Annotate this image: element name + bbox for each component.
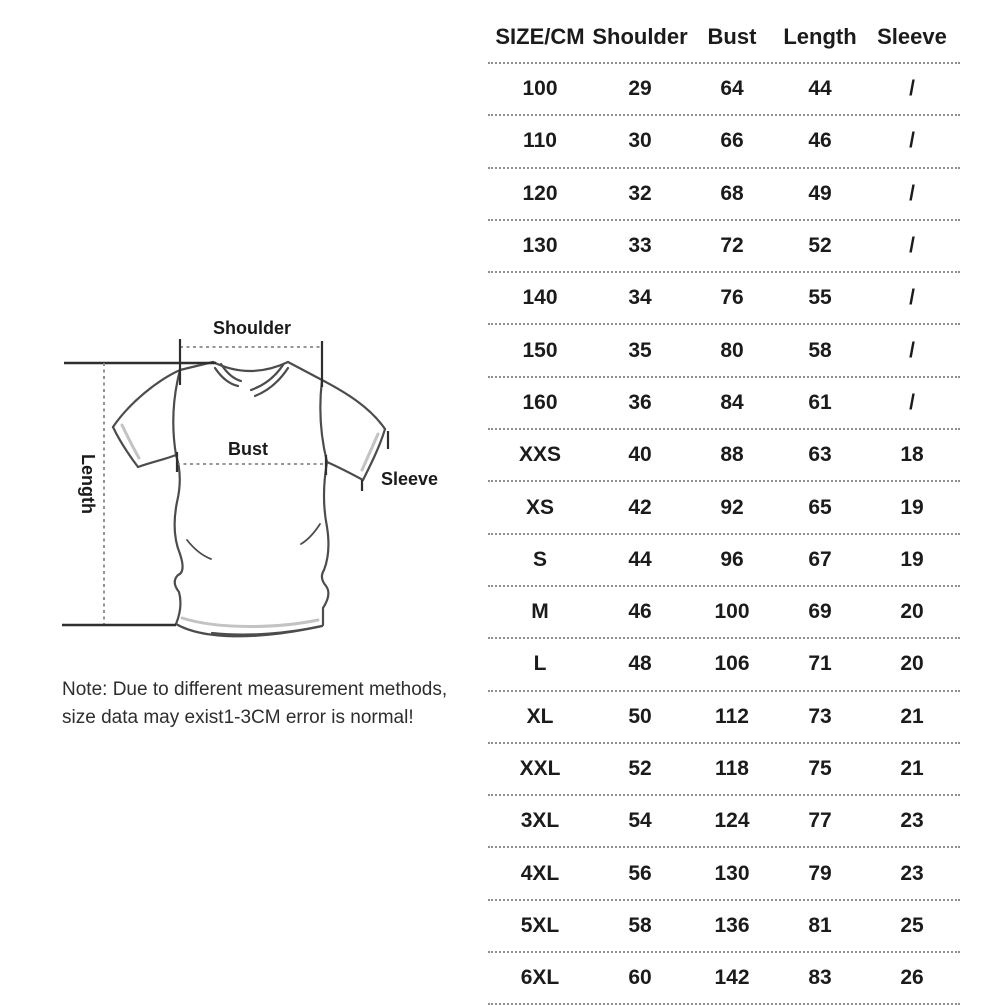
- shoulder-cell: 50: [628, 704, 652, 728]
- sleeve-cell: /: [909, 338, 915, 362]
- sleeve-left-underarm: [138, 455, 176, 467]
- sleeve-cell: 19: [900, 547, 924, 571]
- shade-left-sleeve: [122, 425, 139, 458]
- sleeve-cell: 26: [900, 966, 924, 990]
- shoulder-cell: 42: [628, 495, 652, 519]
- length-cell: 83: [808, 966, 832, 990]
- table-row: [488, 535, 960, 587]
- size-cell: 100: [522, 77, 558, 101]
- shoulder-cell: 35: [628, 338, 652, 362]
- shoulder-cell: 52: [628, 757, 652, 780]
- shoulder-cell: 44: [628, 547, 652, 571]
- shoulder-cell: 48: [628, 652, 652, 676]
- sleeve-cell: 23: [900, 861, 924, 885]
- sleeve-cell: /: [909, 129, 915, 153]
- table-row: [488, 744, 960, 796]
- sleeve-cell: 25: [900, 913, 924, 937]
- shoulder-seam-right: [288, 362, 322, 380]
- note-line-2: size data may exist1-3CM error is normal!: [62, 706, 414, 728]
- sleeve-right-outer: [322, 380, 385, 429]
- tshirt-diagram-svg: [40, 292, 480, 660]
- table-row: [488, 378, 960, 430]
- table-row: [488, 221, 960, 273]
- length-cell: 61: [808, 390, 832, 414]
- header-length: Length: [783, 24, 857, 49]
- shoulder-cell: 36: [628, 390, 652, 414]
- armhole-right: [320, 380, 327, 462]
- bust-cell: 130: [714, 861, 750, 885]
- sleeve-cell: 20: [900, 652, 924, 676]
- measurement-guides: [62, 339, 388, 625]
- sleeve-cell: /: [909, 77, 915, 101]
- body-side-left: [175, 455, 183, 624]
- size-cell: 130: [522, 234, 558, 258]
- length-cell: 52: [808, 234, 832, 258]
- shoulder-label: Shoulder: [212, 318, 292, 338]
- tshirt-outline: [113, 362, 385, 636]
- sleeve-cell: 23: [900, 809, 924, 833]
- bust-cell: 66: [720, 129, 744, 153]
- wrinkle-right-1: [301, 524, 320, 544]
- size-cell: 3XL: [520, 809, 560, 833]
- length-cell: 77: [808, 809, 832, 833]
- bust-cell: 84: [720, 390, 744, 414]
- size-table: [488, 12, 960, 1005]
- length-cell: 73: [808, 704, 832, 728]
- length-cell: 79: [808, 861, 832, 885]
- table-row: [488, 482, 960, 534]
- sleeve-cell: /: [909, 390, 915, 414]
- table-row: [488, 848, 960, 900]
- bust-cell: 76: [720, 286, 744, 310]
- sleeve-cell: 18: [900, 443, 924, 467]
- length-cell: 58: [808, 338, 832, 362]
- table-row: [488, 901, 960, 953]
- bust-cell: 106: [714, 652, 750, 676]
- sleeve-cell: 21: [900, 704, 924, 728]
- length-cell: 65: [808, 495, 832, 519]
- bust-label: Bust: [228, 439, 268, 459]
- shade-hem: [182, 618, 318, 627]
- shoulder-cell: 29: [628, 77, 652, 101]
- size-cell: 110: [523, 129, 557, 153]
- table-row: [488, 116, 960, 168]
- table-row: [488, 953, 960, 1005]
- sleeve-cell: /: [909, 234, 915, 258]
- collar-rib-right-1: [255, 368, 288, 396]
- size-cell: 5XL: [520, 913, 560, 937]
- bust-cell: 68: [720, 181, 744, 205]
- size-cell: S: [532, 547, 547, 571]
- bust-cell: 100: [714, 600, 750, 624]
- bust-cell: 80: [720, 338, 744, 362]
- size-cell: 140: [522, 286, 558, 310]
- bust-cell: 124: [714, 809, 750, 833]
- length-cell: 81: [808, 913, 832, 937]
- shoulder-cell: 58: [628, 913, 652, 937]
- sleeve-cell: 20: [900, 600, 924, 624]
- size-table-header: [488, 12, 960, 64]
- shoulder-cell: 60: [628, 966, 652, 990]
- shoulder-cell: 32: [628, 181, 652, 205]
- sleeve-right-underarm: [327, 462, 363, 480]
- table-row: [488, 273, 960, 325]
- header-size-cm: SIZE/CM: [495, 24, 585, 49]
- shoulder-cell: 33: [628, 234, 652, 258]
- length-cell: 55: [808, 286, 832, 310]
- bust-cell: 96: [720, 547, 744, 571]
- table-row: [488, 587, 960, 639]
- wrinkle-left-1: [187, 540, 211, 559]
- table-row: [488, 430, 960, 482]
- bust-cell: 72: [720, 234, 744, 258]
- length-cell: 71: [808, 652, 832, 676]
- sleeve-cell: 19: [900, 495, 924, 519]
- bust-cell: 88: [720, 443, 744, 467]
- sleeve-cell: 21: [900, 757, 924, 780]
- size-table-body: [488, 64, 960, 1005]
- size-cell: XXL: [519, 757, 561, 780]
- bust-cell: 118: [715, 757, 749, 780]
- length-cell: 49: [808, 181, 832, 205]
- sleeve-cell: /: [909, 286, 915, 310]
- shoulder-cell: 46: [628, 600, 652, 624]
- sleeve-left-outer: [113, 370, 180, 427]
- length-cell: 44: [808, 77, 832, 101]
- bust-cell: 142: [714, 966, 750, 990]
- bust-cell: 92: [720, 495, 744, 519]
- length-cell: 46: [808, 129, 832, 153]
- bust-cell: 136: [714, 913, 750, 937]
- measurement-note: [62, 676, 482, 731]
- table-row: [488, 692, 960, 744]
- length-cell: 69: [808, 600, 832, 624]
- header-bust: Bust: [707, 24, 757, 49]
- shoulder-cell: 56: [628, 861, 652, 885]
- table-row: [488, 796, 960, 848]
- table-row: [488, 169, 960, 221]
- tshirt-measurement-diagram: [40, 292, 480, 660]
- length-cell: 63: [808, 443, 832, 467]
- sleeve-label: Sleeve: [381, 469, 439, 489]
- size-cell: L: [533, 652, 547, 676]
- size-cell: 150: [522, 338, 558, 362]
- sleeve-cell: /: [909, 181, 915, 205]
- size-cell: M: [531, 600, 549, 624]
- size-cell: 4XL: [520, 861, 560, 885]
- body-side-right: [322, 462, 329, 625]
- shoulder-cell: 34: [628, 286, 652, 310]
- header-sleeve: Sleeve: [877, 24, 947, 49]
- note-line-1: Note: Due to different measurement methods,: [62, 679, 448, 700]
- table-row: [488, 639, 960, 691]
- header-shoulder: Shoulder: [592, 24, 688, 49]
- length-label: Length: [78, 454, 98, 514]
- size-cell: XS: [525, 495, 554, 519]
- size-cell: 120: [522, 181, 558, 205]
- shoulder-cell: 40: [628, 443, 652, 467]
- size-cell: XXS: [518, 443, 562, 467]
- shoulder-cell: 30: [628, 129, 652, 153]
- size-cell: XL: [526, 704, 554, 728]
- table-row: [488, 64, 960, 116]
- size-cell: 6XL: [520, 966, 560, 990]
- size-cell: 160: [522, 390, 558, 414]
- table-row: [488, 325, 960, 377]
- length-cell: 67: [808, 547, 832, 571]
- shoulder-cell: 54: [628, 809, 652, 833]
- bust-cell: 112: [715, 704, 749, 728]
- length-cell: 75: [808, 757, 832, 780]
- bust-cell: 64: [720, 77, 744, 101]
